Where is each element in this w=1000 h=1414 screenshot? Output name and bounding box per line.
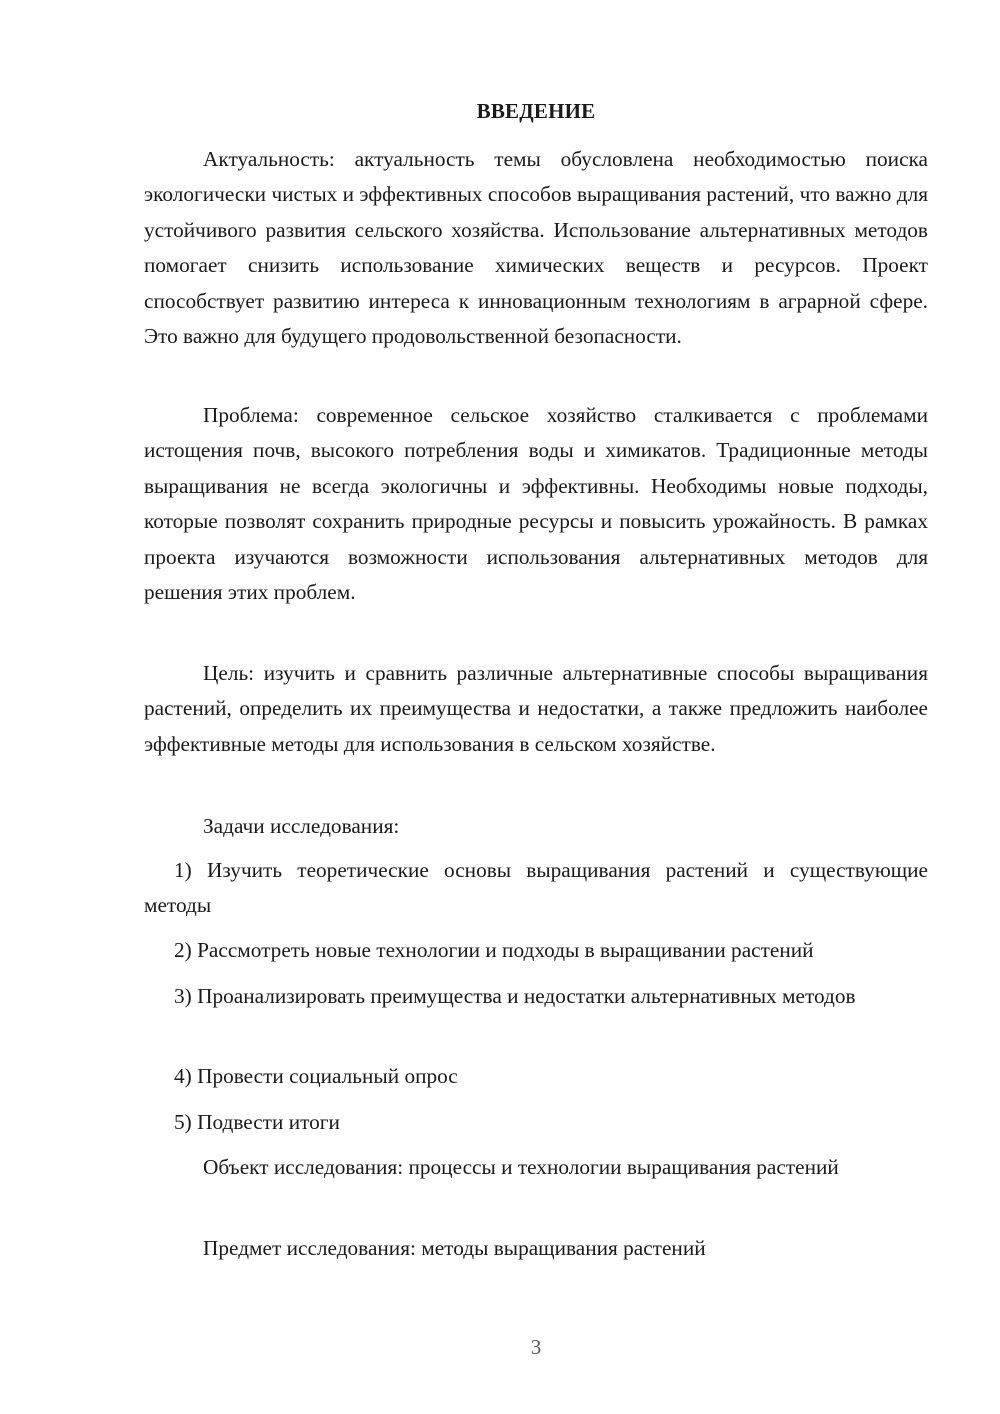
section-heading: ВВЕДЕНИЕ <box>476 99 596 123</box>
task-item-3: 3) Проанализировать преимущества и недостатки альтернативных методов <box>174 984 856 1008</box>
task-item-2: 2) Рассмотреть новые технологии и подходы в выращивании растений <box>174 938 814 962</box>
task-item-1: 1) Изучить теоретические основы выращивания растений и существующие методы <box>144 858 928 918</box>
goal-paragraph: Цель: изучить и сравнить различные альтернативные способы выращивания растений, определить их преимущества и недостатки, а также предложить наиболее эффективные методы для использования в сельском хозяйстве. <box>144 661 928 756</box>
research-subject-paragraph: Предмет исследования: методы выращивания растений <box>203 1236 706 1260</box>
tasks-title: Задачи исследования: <box>203 814 400 838</box>
task-item-4: 4) Провести социальный опрос <box>174 1064 458 1088</box>
problem-paragraph: Проблема: современное сельское хозяйство сталкивается с проблемами истощения почв, высокого потребления воды и химикатов. Традиционные методы выращивания не всегда экологичны и эффективны. Необходимы новые подходы, которые позволят сохранить природные ресурсы и повысить урожайность. В рамках проекта изучаются возможности использования альтернативных методов для решения этих проблем. <box>144 403 928 605</box>
task-item-5: 5) Подвести итоги <box>174 1110 340 1134</box>
research-object-paragraph: Объект исследования: процессы и технологии выращивания растений <box>203 1155 839 1179</box>
relevance-paragraph: Актуальность: актуальность темы обусловлена необходимостью поиска экологически чистых и эффективных способов выращивания растений, что важно для устойчивого развития сельского хозяйства. Использование альтернативных методов помогает снизить использование химических веществ и ресурсов. Проект способствует развитию интереса к инновационным технологиям в аграрной сфере. Это важно для будущего продовольственной безопасности. <box>144 147 928 349</box>
page-number: 3 <box>530 1335 542 1359</box>
document-page <box>144 0 928 1414</box>
